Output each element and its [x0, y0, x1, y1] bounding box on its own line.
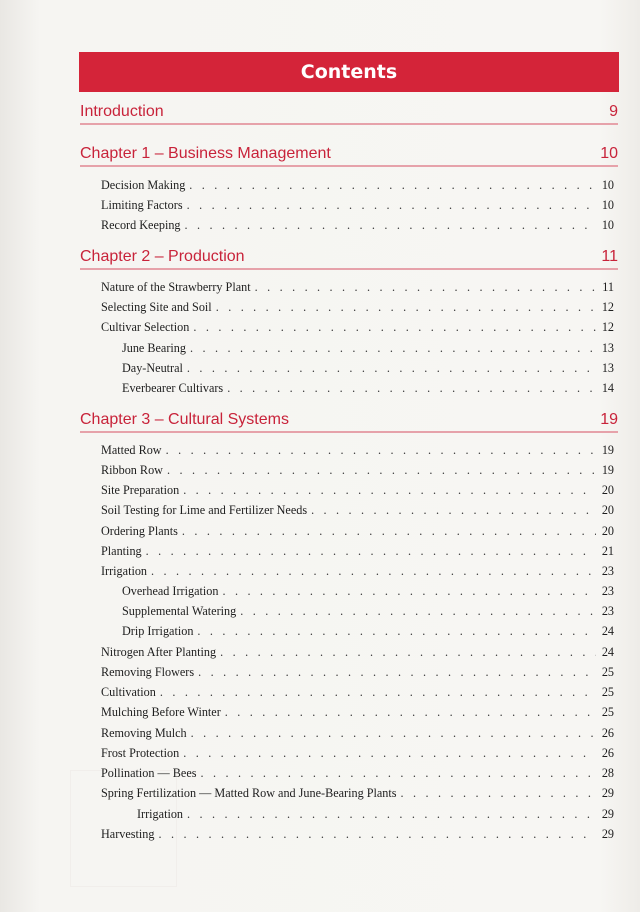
- entry-page: 20: [601, 524, 614, 538]
- leader-dots: [311, 502, 596, 518]
- leader-dots: [190, 340, 596, 356]
- leader-dots: [401, 785, 596, 801]
- leader-dots: [200, 765, 596, 781]
- entry-label: Ribbon Row: [101, 463, 163, 477]
- entry-page: 20: [601, 503, 614, 517]
- leader-dots: [220, 644, 596, 660]
- toc-entry[interactable]: [101, 523, 614, 539]
- entry-page: 21: [601, 544, 614, 558]
- toc-entry[interactable]: [101, 745, 614, 761]
- entry-page: 14: [601, 381, 614, 395]
- toc-entry[interactable]: [101, 177, 614, 193]
- toc-entry[interactable]: [101, 482, 614, 498]
- entry-label: Supplemental Watering: [122, 604, 237, 618]
- leader-dots: [227, 380, 596, 396]
- leader-dots: [183, 745, 596, 761]
- leader-dots: [255, 279, 596, 295]
- section-title: Chapter 2 – Production: [80, 248, 245, 265]
- entry-label: Cultivation: [101, 685, 156, 699]
- toc-entry[interactable]: [101, 704, 614, 720]
- leader-dots: [158, 826, 596, 842]
- entry-page: 12: [601, 300, 614, 314]
- entry-page: 25: [601, 665, 614, 679]
- entry-label: Overhead Irrigation: [122, 584, 219, 598]
- entry-label: Nature of the Strawberry Plant: [101, 280, 251, 294]
- section-page: 9: [609, 103, 618, 120]
- leader-dots: [185, 217, 596, 233]
- entry-label: Everbearer Cultivars: [122, 381, 224, 395]
- leader-dots: [167, 462, 596, 478]
- toc-entry[interactable]: [101, 442, 614, 458]
- leader-dots: [193, 319, 596, 335]
- toc-entry[interactable]: [101, 502, 614, 518]
- leader-dots: [198, 664, 596, 680]
- toc-subentry[interactable]: [122, 583, 614, 599]
- entry-label: Pollination — Bees: [101, 766, 197, 780]
- leader-dots: [216, 299, 596, 315]
- leader-dots: [189, 177, 596, 193]
- entry-label: Cultivar Selection: [101, 320, 190, 334]
- toc-subentry[interactable]: [122, 623, 614, 639]
- leader-dots: [191, 725, 596, 741]
- section-heading-chapter-1[interactable]: [80, 145, 618, 167]
- entry-label: Drip Irrigation: [122, 624, 194, 638]
- leader-dots: [160, 684, 596, 700]
- toc-entry[interactable]: [101, 299, 614, 315]
- entry-label: Irrigation: [137, 807, 184, 821]
- leader-dots: [183, 482, 596, 498]
- entry-label: Decision Making: [101, 178, 186, 192]
- entry-page: 29: [601, 827, 614, 841]
- entry-page: 29: [601, 807, 614, 821]
- toc-subentry[interactable]: [122, 360, 614, 376]
- entry-page: 10: [601, 178, 614, 192]
- entry-page: 13: [601, 341, 614, 355]
- toc-subentry[interactable]: [122, 380, 614, 396]
- toc-entry[interactable]: [101, 563, 614, 579]
- toc-entry[interactable]: [101, 664, 614, 680]
- entry-label: Removing Mulch: [101, 726, 187, 740]
- entry-page: 20: [601, 483, 614, 497]
- contents-title: Contents: [300, 61, 398, 83]
- entry-page: 23: [601, 604, 614, 618]
- entry-label: Matted Row: [101, 443, 162, 457]
- entry-label: Site Preparation: [101, 483, 180, 497]
- toc-entry[interactable]: [101, 765, 614, 781]
- toc-entry[interactable]: [101, 279, 614, 295]
- leader-dots: [187, 806, 596, 822]
- entry-page: 29: [601, 786, 614, 800]
- entry-page: 24: [601, 624, 614, 638]
- entry-label: Day-Neutral: [122, 361, 183, 375]
- toc-entry[interactable]: [101, 319, 614, 335]
- entry-label: June Bearing: [122, 341, 186, 355]
- entry-label: Limiting Factors: [101, 198, 183, 212]
- toc-entry[interactable]: [101, 725, 614, 741]
- entry-page: 23: [601, 564, 614, 578]
- entry-label: Planting: [101, 544, 142, 558]
- entry-label: Harvesting: [101, 827, 155, 841]
- entry-page: 13: [601, 361, 614, 375]
- entry-page: 25: [601, 705, 614, 719]
- section-title: Chapter 1 – Business Management: [80, 145, 331, 162]
- entry-page: 26: [601, 726, 614, 740]
- entry-page: 12: [601, 320, 614, 334]
- contents-banner: [79, 52, 619, 92]
- leader-dots: [222, 583, 596, 599]
- section-heading-introduction[interactable]: [80, 103, 618, 125]
- toc-entry[interactable]: [101, 197, 614, 213]
- entry-page: 11: [602, 280, 614, 294]
- entry-page: 10: [601, 198, 614, 212]
- entry-page: 28: [601, 766, 614, 780]
- toc-entry[interactable]: [101, 462, 614, 478]
- toc-entry[interactable]: [101, 785, 614, 801]
- entry-label: Nitrogen After Planting: [101, 645, 217, 659]
- entry-label: Irrigation: [101, 564, 148, 578]
- section-title: Chapter 3 – Cultural Systems: [80, 411, 289, 428]
- entry-page: 19: [601, 443, 614, 457]
- entry-page: 25: [601, 685, 614, 699]
- leader-dots: [197, 623, 596, 639]
- entry-label: Spring Fertilization — Matted Row and June-Bearing Plants: [101, 786, 397, 800]
- entry-label: Selecting Site and Soil: [101, 300, 212, 314]
- entry-label: Removing Flowers: [101, 665, 195, 679]
- leader-dots: [166, 442, 596, 458]
- entry-label: Frost Protection: [101, 746, 180, 760]
- leader-dots: [182, 523, 596, 539]
- section-page: 11: [601, 248, 618, 265]
- entry-page: 10: [601, 218, 614, 232]
- entry-page: 24: [601, 645, 614, 659]
- section-page: 19: [600, 411, 618, 428]
- entry-label: Mulching Before Winter: [101, 705, 221, 719]
- entry-label: Record Keeping: [101, 218, 181, 232]
- entry-label: Soil Testing for Lime and Fertilizer Needs: [101, 503, 308, 517]
- section-title: Introduction: [80, 103, 164, 120]
- toc-entry[interactable]: [101, 826, 614, 842]
- toc-entry[interactable]: [101, 684, 614, 700]
- toc-entry[interactable]: [101, 543, 614, 559]
- leader-dots: [240, 603, 596, 619]
- section-heading-chapter-3[interactable]: [80, 411, 618, 433]
- toc-subentry[interactable]: [122, 603, 614, 619]
- leader-dots: [225, 704, 596, 720]
- toc-subentry[interactable]: [137, 806, 614, 822]
- leader-dots: [187, 360, 596, 376]
- toc-entry[interactable]: [101, 644, 614, 660]
- section-page: 10: [600, 145, 618, 162]
- entry-page: 26: [601, 746, 614, 760]
- leader-dots: [146, 543, 596, 559]
- entry-page: 23: [601, 584, 614, 598]
- entry-page: 19: [601, 463, 614, 477]
- leader-dots: [187, 197, 596, 213]
- toc-subentry[interactable]: [122, 340, 614, 356]
- toc-entry[interactable]: [101, 217, 614, 233]
- section-heading-chapter-2[interactable]: [80, 248, 618, 270]
- entry-label: Ordering Plants: [101, 524, 178, 538]
- leader-dots: [151, 563, 596, 579]
